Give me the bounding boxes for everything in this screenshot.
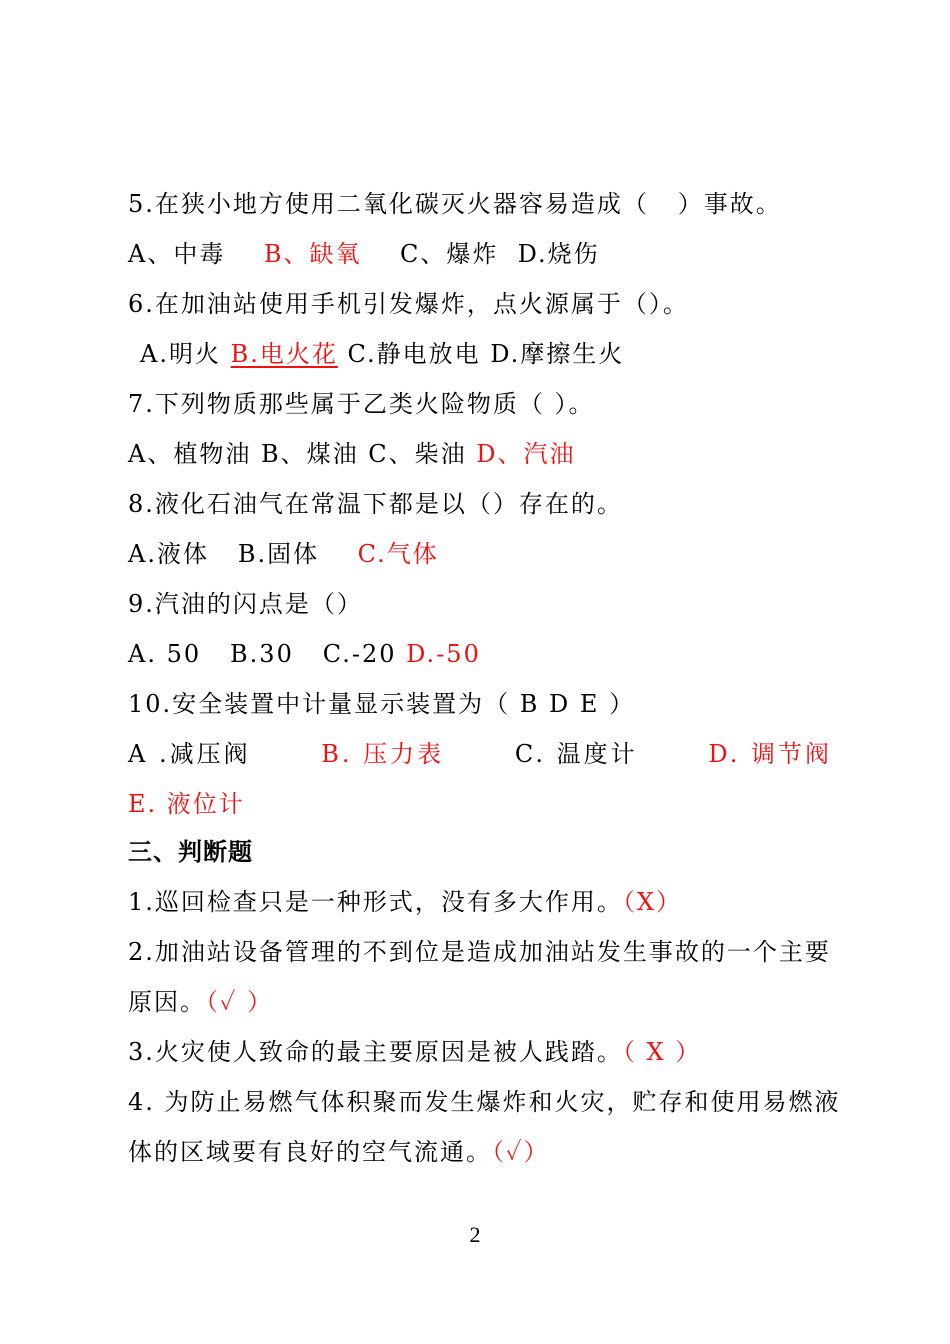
question-5-options bbox=[128, 238, 600, 270]
judgement-mark: （✓） bbox=[492, 1138, 550, 1166]
question-6-options bbox=[140, 338, 624, 370]
question-8-stem: 8.液化石油气在常温下都是以（）存在的。 bbox=[128, 490, 623, 518]
option-a: A、中毒 bbox=[128, 240, 226, 268]
option-b-answer: B.电火花 bbox=[230, 340, 338, 368]
option-c: C.静电放电 bbox=[347, 340, 481, 368]
judgement-2-line-2 bbox=[128, 986, 273, 1018]
question-6-stem: 6.在加油站使用手机引发爆炸，点火源属于（）。 bbox=[128, 290, 689, 318]
question-5-stem: 5.在狭小地方使用二氧化碳灭火器容易造成（ ）事故。 bbox=[128, 190, 782, 218]
judgement-2-line-1: 2.加油站设备管理的不到位是造成加油站发生事故的一个主要 bbox=[128, 938, 831, 966]
option-d: D.烧伤 bbox=[517, 240, 600, 268]
option-a: A.液体 bbox=[128, 540, 209, 568]
question-8-options bbox=[128, 538, 439, 570]
option-b: B.30 bbox=[230, 640, 294, 668]
option-b-answer: B、缺氧 bbox=[263, 240, 362, 268]
question-10-stem: 10.安全装置中计量显示装置为（ B D E ） bbox=[128, 690, 636, 718]
option-d-answer: D、汽油 bbox=[476, 440, 576, 468]
option-c: C、柴油 bbox=[368, 440, 467, 468]
option-b-answer: B. 压力表 bbox=[321, 740, 445, 768]
judgement-4-line-2 bbox=[128, 1136, 549, 1168]
judgement-mark: （X） bbox=[622, 888, 682, 916]
option-e-answer: E. 液位计 bbox=[128, 790, 245, 818]
option-c-answer: C.气体 bbox=[357, 540, 439, 568]
question-7-stem: 7.下列物质那些属于乙类火险物质（ ）。 bbox=[128, 390, 595, 418]
question-10-options bbox=[128, 738, 832, 770]
question-7-options bbox=[128, 438, 576, 470]
question-9-options bbox=[128, 638, 481, 670]
judgement-1 bbox=[128, 886, 682, 918]
option-b: B.固体 bbox=[237, 540, 320, 568]
judgement-mark: （✓ ） bbox=[206, 988, 274, 1016]
option-a: A、植物油 bbox=[128, 440, 252, 468]
question-9-stem: 9.汽油的闪点是（） bbox=[128, 590, 363, 618]
option-d-answer: D. 调节阀 bbox=[708, 740, 832, 768]
option-c: C、爆炸 bbox=[400, 240, 499, 268]
option-d: D.摩擦生火 bbox=[490, 340, 625, 368]
section-heading: 三、判断题 bbox=[128, 838, 253, 866]
option-a: A .减压阀 bbox=[128, 740, 251, 768]
judgement-4-line-1: 4. 为防止易燃气体积聚而发生爆炸和火灾，贮存和使用易燃液 bbox=[128, 1088, 841, 1116]
judgement-mark: （ X ） bbox=[622, 1038, 702, 1066]
judgement-3 bbox=[128, 1036, 701, 1068]
option-a: A.明火 bbox=[140, 340, 221, 368]
judgement-text: 3.火灾使人致命的最主要原因是被人践踏。 bbox=[128, 1038, 623, 1066]
option-c: C. 温度计 bbox=[514, 740, 638, 768]
judgement-text: 原因。 bbox=[128, 988, 206, 1016]
judgement-text: 体的区域要有良好的空气流通。 bbox=[128, 1138, 492, 1166]
page-number: 2 bbox=[469, 1222, 481, 1247]
judgement-text: 1.巡回检查只是一种形式，没有多大作用。 bbox=[128, 888, 623, 916]
option-d-answer: D.-50 bbox=[406, 640, 481, 668]
option-a: A. 50 bbox=[128, 640, 202, 668]
option-c: C.-20 bbox=[322, 640, 397, 668]
option-b: B、煤油 bbox=[260, 440, 359, 468]
